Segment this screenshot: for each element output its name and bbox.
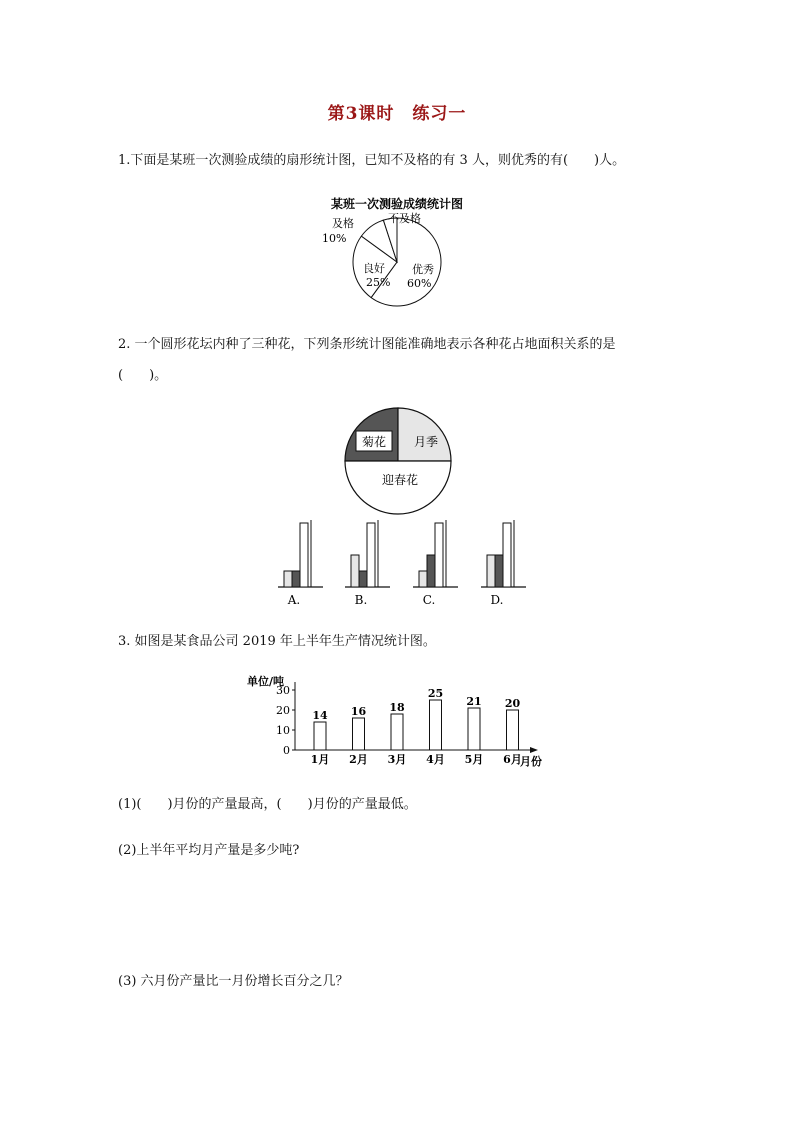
q3-category-label: 4月 — [426, 753, 445, 766]
q2-label-yingchunhua: 迎春花 — [381, 473, 419, 487]
q2-option-bar — [284, 571, 292, 587]
q2-option-label: A. — [287, 593, 301, 607]
q3-bar — [468, 708, 480, 750]
q3-bar-value-label: 16 — [350, 705, 367, 718]
q3-bar-value-label: 20 — [504, 697, 521, 710]
q2-pie-slices — [345, 408, 451, 514]
q2-option-label: B. — [354, 593, 368, 607]
q3-x-axis-label: 月份 — [520, 755, 542, 768]
q3-category-label: 6月 — [503, 753, 522, 766]
q2-option-bar — [351, 555, 359, 587]
q2-label-juhua: 菊花 — [361, 435, 387, 449]
q2-option-bar — [495, 555, 503, 587]
question-3-sub-3: (3) 六月份产量比一月份增长百分之几？ — [118, 974, 349, 989]
q3-bars — [276, 682, 538, 766]
q2-option-bar — [292, 571, 300, 587]
q1-label-fail: 不及格 — [388, 212, 421, 225]
q2-option-bar — [487, 555, 495, 587]
q3-category-label: 3月 — [387, 753, 407, 766]
q2-option-bar — [367, 523, 375, 587]
q2-option-bar — [419, 571, 427, 587]
question-1-text: 1.下面是某班一次测验成绩的扇形统计图，已知不及格的有 3 人，则优秀的有( )人。 — [118, 153, 626, 168]
q2-pie-slice-yingchunhua — [345, 461, 451, 514]
q3-bar — [391, 714, 403, 750]
q3-bar-value-label: 21 — [466, 695, 482, 708]
q3-bar-chart — [245, 670, 555, 775]
q3-y-tick-label: 0 — [283, 744, 290, 757]
q1-label-pass: 及格 — [332, 217, 354, 230]
q3-bar-value-label: 18 — [389, 701, 405, 714]
q2-option-bar — [503, 523, 511, 587]
q1-value-excellent: 60% — [407, 277, 432, 290]
q2-option-bar — [300, 523, 308, 587]
q2-option-bar — [359, 571, 367, 587]
question-3-sub-1: (1)( )月份的产量最高，( )月份的产量最低。 — [118, 797, 417, 812]
q2-pie-chart — [340, 405, 465, 520]
q3-bar — [314, 722, 326, 750]
q2-option-bar — [427, 555, 435, 587]
q3-category-label: 1月 — [310, 753, 330, 766]
q1-pie-chart — [300, 190, 500, 320]
question-3-sub-2: (2)上半年平均月产量是多少吨? — [118, 843, 300, 858]
q3-bar-value-label: 14 — [312, 709, 328, 722]
q2-option-label: D. — [490, 593, 504, 607]
q2-option-bars — [278, 520, 526, 607]
question-2-text-line1: 2. 一个圆形花坛内种了三种花，下列条形统计图能准确地表示各种花占地面积关系的是 — [118, 337, 616, 352]
q1-label-excellent: 优秀 — [412, 263, 434, 276]
q3-y-tick-label: 10 — [276, 724, 290, 737]
q1-pie-title: 某班一次测验成绩统计图 — [330, 197, 464, 211]
q3-y-axis-label: 单位/吨 — [247, 675, 285, 688]
q1-value-good: 25% — [366, 276, 391, 289]
page-title: 第3课时 练习一 — [327, 104, 467, 124]
q1-value-pass: 10% — [322, 232, 347, 245]
q2-bar-options — [270, 515, 540, 610]
q3-bar — [430, 700, 442, 750]
q1-label-good: 良好 — [363, 262, 385, 275]
q3-bar — [353, 718, 365, 750]
q3-x-axis-arrow — [530, 747, 538, 753]
q2-label-yueji: 月季 — [413, 435, 439, 449]
q3-category-label: 5月 — [464, 753, 484, 766]
question-2-text-line2: ( )。 — [118, 368, 168, 383]
q3-category-label: 2月 — [349, 753, 368, 766]
question-3-text: 3. 如图是某食品公司 2019 年上半年生产情况统计图。 — [118, 634, 436, 649]
q2-option-label: C. — [422, 593, 436, 607]
q3-bar-value-label: 25 — [427, 687, 444, 700]
q3-y-tick-label: 20 — [276, 704, 290, 717]
q3-y-tick-label: 30 — [276, 684, 290, 697]
q3-bar — [507, 710, 519, 750]
q2-option-bar — [435, 523, 443, 587]
